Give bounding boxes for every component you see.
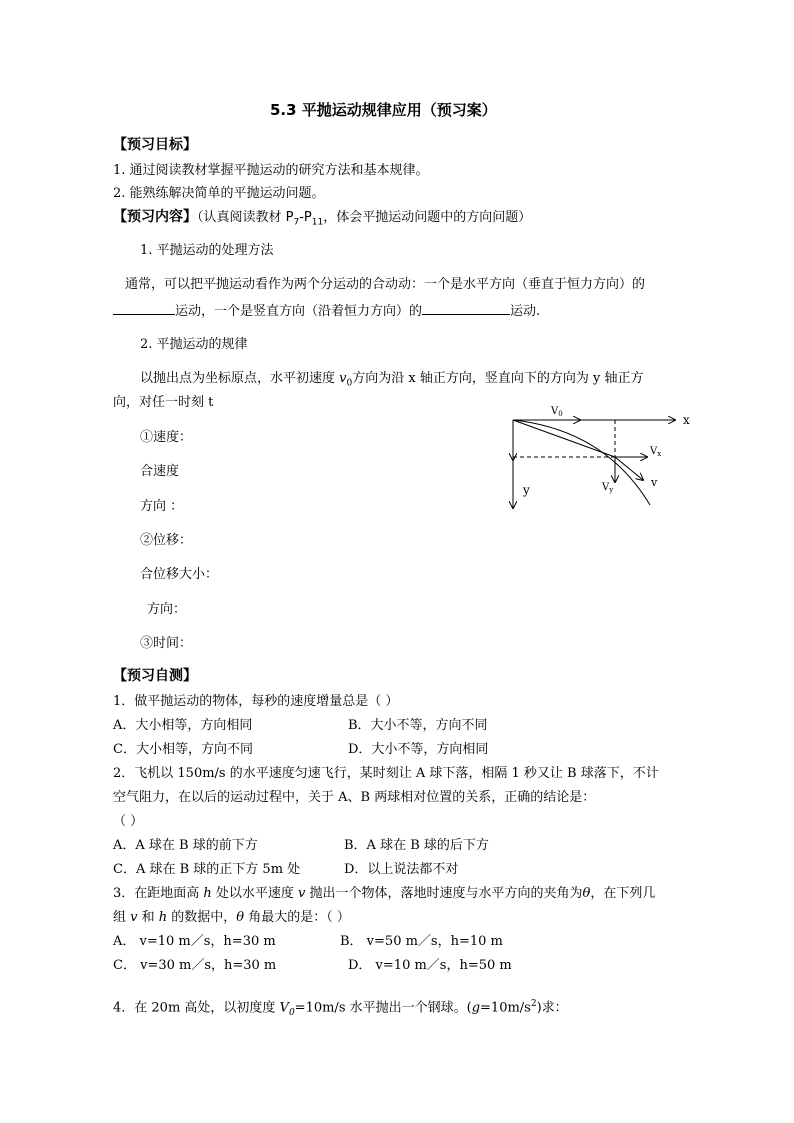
q2-line1: 2．飞机以 150m/s 的水平速度匀速飞行，某时刻让 A 球下落，相隔 1 秒又让 B 球落下，不计 <box>113 766 659 781</box>
q4-g: g <box>471 1000 481 1016</box>
q3-line2 <box>113 909 350 927</box>
direction-label-1: 方向 ： <box>140 499 184 514</box>
q2-line2: 空气阻力，在以后的运动过程中，关于 A、B 两球相对位置的关系，正确的结论是： <box>113 790 596 805</box>
goal-item-1: 1. 通过阅读教材掌握平抛运动的研究方法和基本规律。 <box>113 163 429 178</box>
para2-vsub: 0 <box>346 378 353 389</box>
y-label: y <box>523 483 530 497</box>
q3-l2-v: v <box>130 910 138 925</box>
para1-line2 <box>113 302 540 321</box>
q3-line1 <box>113 885 655 903</box>
para2-v: v <box>339 371 347 386</box>
goals-header: 【预习目标】 <box>113 137 197 153</box>
q3-v: v <box>298 886 306 901</box>
content-note-b: ，体会平抛运动问题中的方向问题） <box>323 210 532 225</box>
q4 <box>113 995 568 1022</box>
content-note-a: （认真阅读教材 P <box>197 210 294 225</box>
section-1-title: 1. 平抛运动的处理方法 <box>140 243 274 258</box>
q2-option-a: A．A 球在 B 球的前下方 <box>113 838 258 853</box>
q3-option-d: D． v=10 m／s，h=50 m <box>348 958 512 973</box>
vy-label: $V_y$ <box>602 482 614 494</box>
section-2-title: 2. 平抛运动的规律 <box>140 337 248 352</box>
q3-l2-b: 和 <box>137 910 159 925</box>
para1-mid: 运动，一个是竖直方向（沿着恒力方向）的 <box>175 304 423 319</box>
content-note-sub2: 11 <box>311 217 324 228</box>
vx-label: $V_x$ <box>650 446 662 458</box>
para2-line2: 向，对任一时刻 t <box>113 395 214 410</box>
content-note <box>197 210 532 228</box>
q3-l2-a: 组 <box>113 910 131 925</box>
q3-l2-theta: θ <box>236 910 245 925</box>
para2-a: 以抛出点为坐标原点，水平初速度 <box>140 371 340 386</box>
trajectory-curve <box>513 420 650 505</box>
goal-item-2: 2. 能熟练解决简单的平抛运动问题。 <box>113 186 325 201</box>
q4-a: 4．在 20m 高处，以初度度 <box>113 1000 280 1016</box>
combined-displacement-label: 合位移大小： <box>140 567 219 582</box>
q1-option-d: D．大小不等，方向相同 <box>348 742 489 757</box>
q3-l1-b: 处以水平速度 <box>211 886 299 901</box>
para1-line1: 通常，可以把平抛运动看作为两个分运动的合动动：一个是水平方向（垂直于恒力方向）的 <box>125 277 646 292</box>
q3-l2-d: 角最大的是：（ ） <box>244 910 350 925</box>
displacement-label: ②位移： <box>140 533 193 548</box>
velocity-label: ①速度： <box>140 430 193 445</box>
q4-vsub: 0 <box>288 1007 295 1018</box>
q3-option-a: A． v=10 m／s，h=30 m <box>113 934 276 949</box>
projectile-diagram <box>505 400 705 515</box>
q2-option-c: C．A 球在 B 球的正下方 5m 处 <box>113 862 301 877</box>
para2-line1 <box>140 370 643 393</box>
q3-option-b: B． v=50 m／s，h=10 m <box>340 934 503 949</box>
q3-l2-h: h <box>158 910 168 925</box>
q2-line3: （ ） <box>113 814 144 829</box>
v-label: v <box>651 476 658 489</box>
q1: 1．做平抛运动的物体，每秒的速度增量总是（ ） <box>113 694 399 709</box>
q3-theta: θ <box>582 886 591 901</box>
x-label: x <box>683 413 690 427</box>
blank-2[interactable] <box>422 302 510 315</box>
time-label: ③时间： <box>140 636 193 651</box>
q4-b: =10m/s 水平抛出一个钢球。( <box>294 1000 472 1016</box>
v0-label: $V_0$ <box>551 406 563 418</box>
q2-option-b: B．A 球在 B 球的后下方 <box>344 838 489 853</box>
content-note-sub1: 7 <box>293 217 300 228</box>
para2-b: 方向为沿 x 轴正方向，竖直向下的方向为 y 轴正方 <box>352 371 644 386</box>
content-header: 【预习内容】 <box>113 209 197 225</box>
q3-h: h <box>203 886 212 901</box>
q1-option-c: C．大小相等，方向不同 <box>113 742 253 757</box>
para1-end: 运动. <box>510 304 541 319</box>
q3-l1-c: 抛出一个物体，落地时速度与水平方向的夹角为 <box>305 886 583 901</box>
q3-l1-a: 3．在距地面高 <box>113 886 204 901</box>
q1-option-a: A．大小相等，方向相同 <box>113 718 253 733</box>
q1-option-b: B．大小不等，方向不同 <box>348 718 488 733</box>
q3-option-c: C． v=30 m／s，h=30 m <box>113 958 277 973</box>
blank-1[interactable] <box>113 302 175 315</box>
content-note-dash: -P <box>299 210 312 225</box>
direction-label-2: 方向： <box>147 602 187 617</box>
selftest-header: 【预习自测】 <box>113 668 197 684</box>
q4-v: V <box>279 1000 289 1016</box>
q3-l2-c: 的数据中， <box>167 910 237 925</box>
q4-d: )求： <box>536 1000 568 1016</box>
page-title: 5.3 平抛运动规律应用（预习案） <box>270 101 497 119</box>
combined-velocity-label: 合速度 <box>140 464 180 479</box>
q2-option-d: D．以上说法都不对 <box>344 862 459 877</box>
content-header-line <box>113 208 531 232</box>
displacement-line <box>513 420 615 457</box>
q4-c: =10m/s <box>480 1000 531 1016</box>
q3-l1-d: ，在下列几 <box>590 886 656 901</box>
q4-sup: 2 <box>530 999 537 1009</box>
